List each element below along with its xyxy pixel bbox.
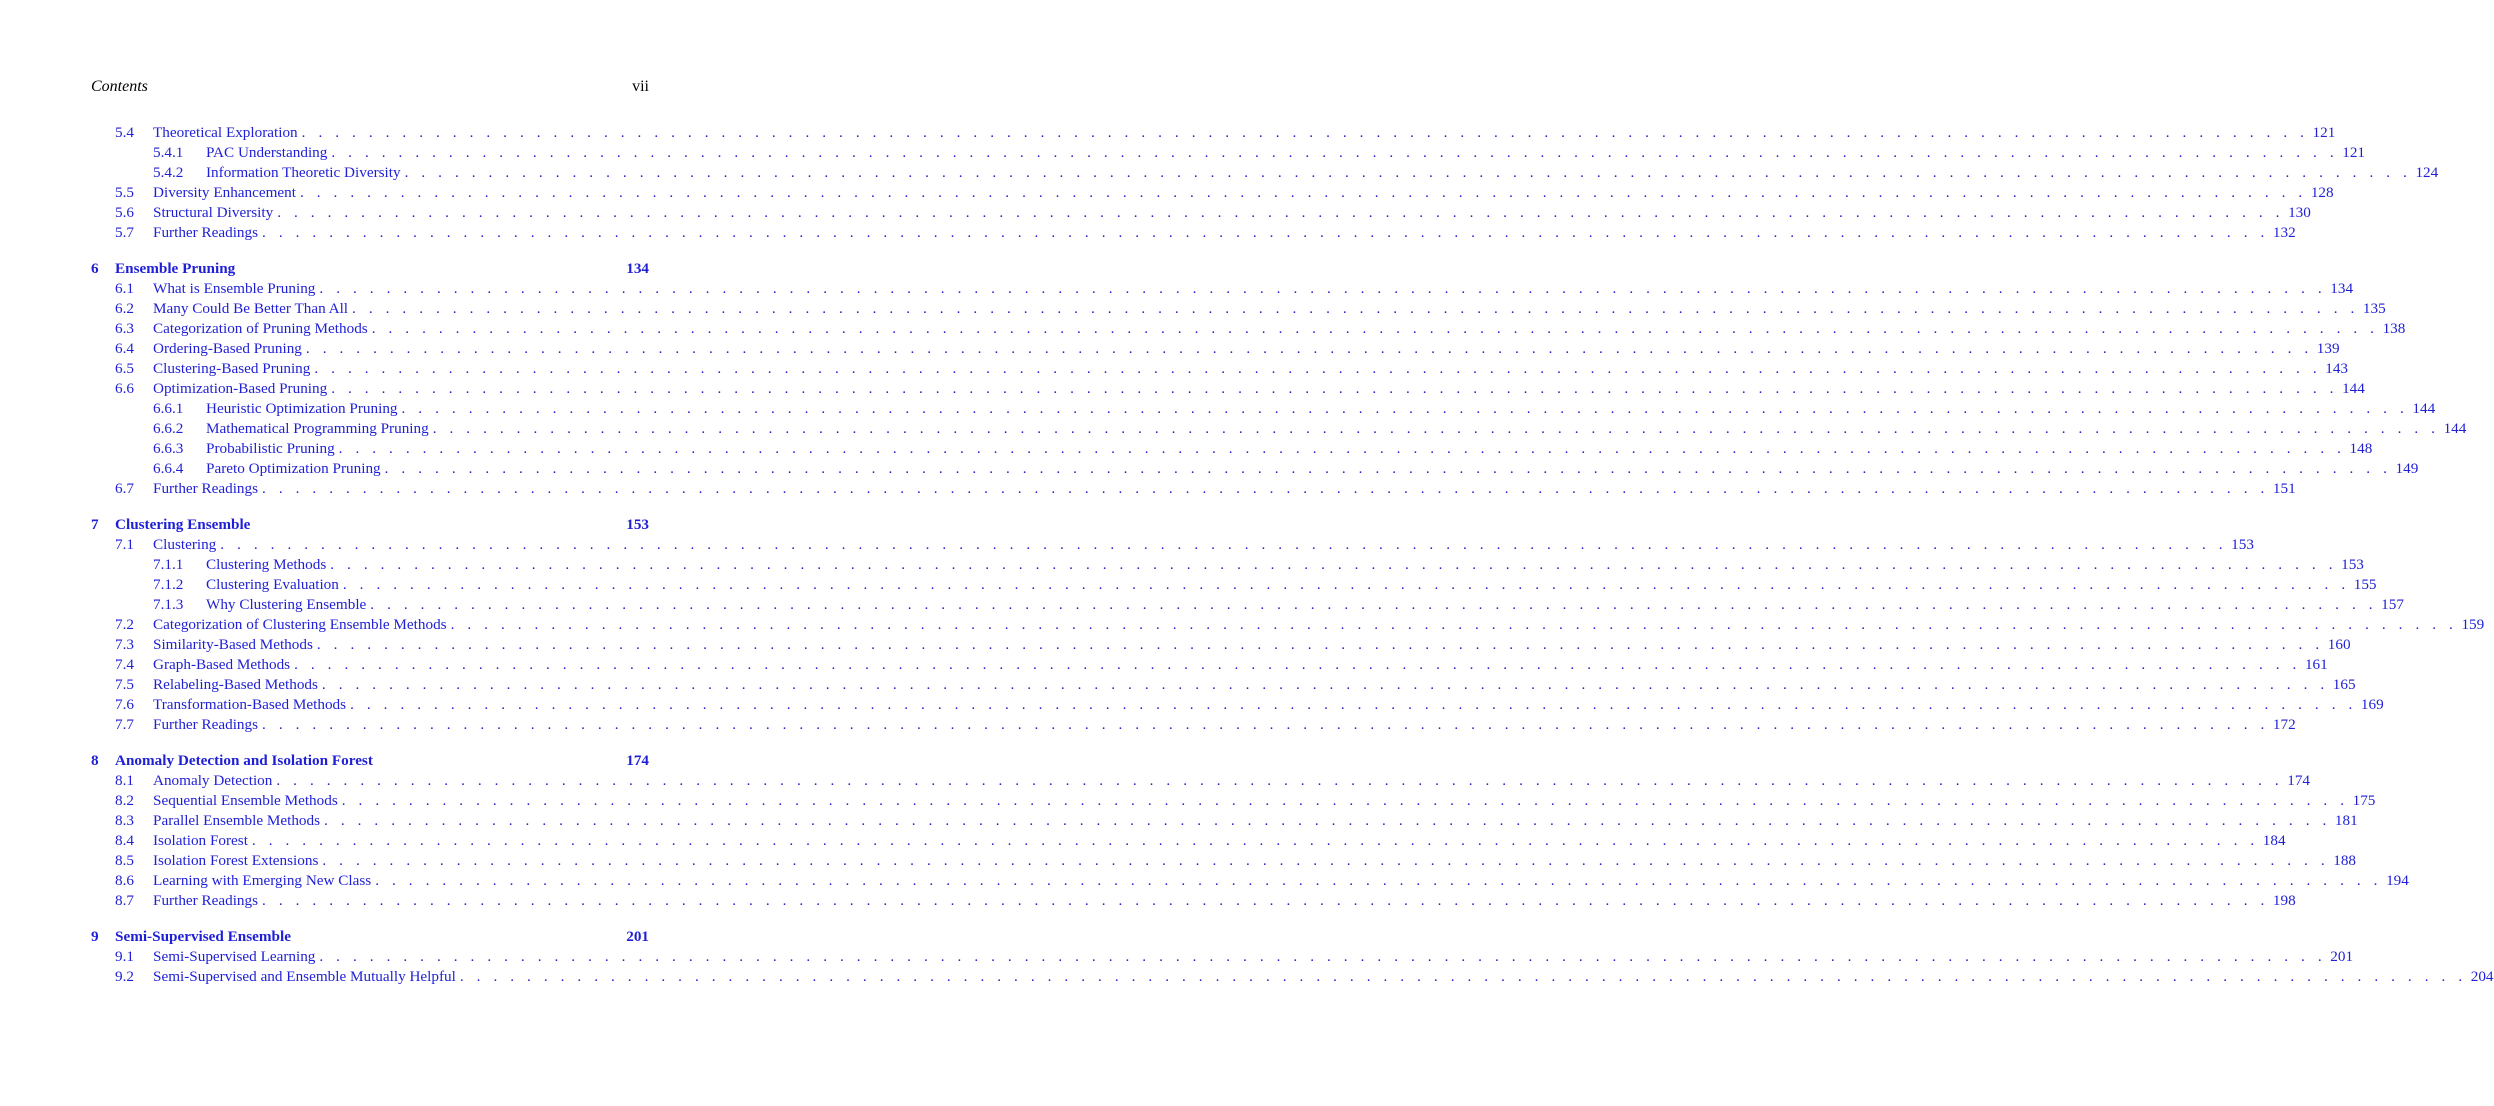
- toc-entry-title[interactable]: Theoretical Exploration: [153, 124, 298, 141]
- toc-dot-leader: . . . . . . . . . . . . . . . . . . . . . . . . . . . . . . . . . . . . . . . . . . . . . . . . . . . . . . . . . . . . . . . . . . . . . . . . . . . . . . . . . . . . . . . . . . . . . . . . . . . . . . . . . . . . . . . . . . . . . . . .: [341, 792, 2349, 809]
- toc-entry-number: 7.1.1: [153, 556, 184, 573]
- toc-entry-title[interactable]: Further Readings: [153, 480, 259, 497]
- toc-entry-title[interactable]: Probabilistic Pruning: [206, 440, 335, 457]
- toc-entry-body: [153, 831, 2286, 851]
- toc-subsection-entry[interactable]: [91, 143, 2366, 163]
- toc-entry-title[interactable]: Categorization of Clustering Ensemble Methods: [153, 616, 447, 633]
- toc-section-entry[interactable]: [91, 299, 2386, 319]
- toc-entry-body: [115, 927, 649, 947]
- toc-entry-number: 6.2: [115, 300, 134, 317]
- toc-dot-leader: . . . . . . . . . . . . . . . . . . . . . . . . . . . . . . . . . . . . . . . . . . . . . . . . . . . . . . . . . . . . . . . . . . . . . . . . . . . . . . . . . . . . . . . . . . . . . . . . . . . . . . . . . . . . . . . . . . . . . . . .: [314, 360, 2322, 377]
- toc-entry-body: [206, 575, 2377, 595]
- toc-entry-number: 8.2: [115, 792, 134, 809]
- toc-entry-body: [153, 379, 2365, 399]
- toc-entry-body: [153, 811, 2358, 831]
- toc-entry-title[interactable]: Further Readings: [153, 224, 259, 241]
- toc-entry-number: 6.3: [115, 320, 134, 337]
- toc-entry-page[interactable]: 144: [2342, 380, 2365, 397]
- toc-entry-body: [153, 871, 2409, 891]
- toc-entry-body: [206, 163, 2439, 183]
- toc-entry-page[interactable]: 134: [626, 260, 649, 277]
- toc-entry-body: [153, 299, 2386, 319]
- toc-section-entry[interactable]: [91, 223, 2296, 243]
- toc-entry-body: [153, 771, 2310, 791]
- toc-entry-number: 7.4: [115, 656, 134, 673]
- toc-entry-number: 5.6: [115, 204, 134, 221]
- toc-entry-title[interactable]: Graph-Based Methods: [153, 656, 291, 673]
- toc-entry-body: [153, 947, 2354, 967]
- toc-section-entry[interactable]: [91, 123, 2336, 143]
- toc-entry-number: 7.7: [115, 716, 134, 733]
- toc-entry-number: 9.1: [115, 948, 134, 965]
- toc-chapter-entry[interactable]: [91, 259, 649, 279]
- toc-dot-leader: . . . . . . . . . . . . . . . . . . . . . . . . . . . . . . . . . . . . . . . . . . . . . . . . . . . . . . . . . . . . . . . . . . . . . . . . . . . . . . . . . . . . . . . . . . . . . . . . . . . . . . . . . . . . . . . . . . . . . . . .: [432, 420, 2440, 437]
- toc-entry-number: 9.2: [115, 968, 134, 985]
- toc-entry-title[interactable]: Optimization-Based Pruning: [153, 380, 328, 397]
- toc-entry-page[interactable]: 175: [2352, 792, 2376, 809]
- toc-dot-leader: . . . . . . . . . . . . . . . . . . . . . . . . . . . . . . . . . . . . . . . . . . . . . . . . . . . . . . . . . . . . . . . . . . . . . . . . . . . . . . . . . . . . . . . . . . . . . . . . . . . . . . . . . . . . . . . . . . . . . . . .: [262, 480, 2269, 497]
- header-title: Contents: [91, 78, 148, 95]
- toc-section-entry[interactable]: [91, 891, 2296, 911]
- toc-section-entry[interactable]: [91, 695, 2384, 715]
- toc-dot-leader: . . . . . . . . . . . . . . . . . . . . . . . . . . . . . . . . . . . . . . . . . . . . . . . . . . . . . . . . . . . . . . . . . . . . . . . . . . . . . . . . . . . . . . . . . . . . . . . . . . . . . . . . . . . . . . . . . . . . . . . .: [321, 676, 2329, 693]
- toc-entry-number: 8.7: [115, 892, 134, 909]
- toc-dot-leader: . . . . . . . . . . . . . . . . . . . . . . . . . . . . . . . . . . . . . . . . . . . . . . . . . . . . . . . . . . . . . . . . . . . . . . . . . . . . . . . . . . . . . . . . . . . . . . . . . . . . . . . . . . . . . . . . . . . . . . . .: [294, 656, 2301, 673]
- toc-entry-page[interactable]: 198: [2272, 892, 2296, 909]
- toc-entry-body: [153, 339, 2340, 359]
- toc-dot-leader: . . . . . . . . . . . . . . . . . . . . . . . . . . . . . . . . . . . . . . . . . . . . . . . . . . . . . . . . . . . . . . . . . . . . . . . . . . . . . . . . . . . . . . . . . . . . . . . . . . . . . . . . . . . . . . . . . . . . . . . .: [262, 224, 2269, 241]
- toc-dot-leader: . . . . . . . . . . . . . . . . . . . . . . . . . . . . . . . . . . . . . . . . . . . . . . . . . . . . . . . . . . . . . . . . . . . . . . . . . . . . . . . . . . . . . . . . . . . . . . . . . . . . . . . . . . . . . . . . . . . . . . . .: [371, 320, 2379, 337]
- toc-entry-title[interactable]: Pareto Optimization Pruning: [206, 460, 381, 477]
- toc-entry-number: 8: [91, 752, 99, 769]
- toc-dot-leader: . . . . . . . . . . . . . . . . . . . . . . . . . . . . . . . . . . . . . . . . . . . . . . . . . . . . . . . . . . . . . . . . . . . . . . . . . . . . . . . . . . . . . . . . . . . . . . . . . . . . . . . . . . . . . . . . . . . . . . . .: [324, 812, 2331, 829]
- toc-entry-page[interactable]: 121: [2342, 144, 2366, 161]
- toc-entry-number: 6.6.4: [153, 460, 184, 477]
- toc-section-entry[interactable]: [91, 359, 2348, 379]
- toc-entry-number: 8.4: [115, 832, 134, 849]
- toc-entry-page[interactable]: 174: [2287, 772, 2310, 789]
- toc-entry-body: [153, 891, 2296, 911]
- toc-entry-page[interactable]: 121: [2312, 124, 2336, 141]
- toc-section-entry[interactable]: [91, 771, 2310, 791]
- toc-section-entry[interactable]: [91, 379, 2365, 399]
- toc-dot-leader: . . . . . . . . . . . . . . . . . . . . . . . . . . . . . . . . . . . . . . . . . . . . . . . . . . . . . . . . . . . . . . . . . . . . . . . . . . . . . . . . . . . . . . . . . . . . . . . . . . . . . . . . . . . . . . . . . . . . . . . .: [330, 556, 2338, 573]
- toc-dot-leader: . . . . . . . . . . . . . . . . . . . . . . . . . . . . . . . . . . . . . . . . . . . . . . . . . . . . . . . . . . . . . . . . . . . . . . . . . . . . . . . . . . . . . . . . . . . . . . . . . . . . . . . . . . . . . . . . . . . . . . . .: [299, 184, 2307, 201]
- toc-entry-number: 6.6.1: [153, 400, 184, 417]
- toc-entry-body: [206, 555, 2364, 575]
- toc-entry-number: 7.1.3: [153, 596, 184, 613]
- toc-entry-number: 5.7: [115, 224, 134, 241]
- toc-dot-leader: . . . . . . . . . . . . . . . . . . . . . . . . . . . . . . . . . . . . . . . . . . . . . . . . . . . . . . . . . . . . . . . . . . . . . . . . . . . . . . . . . . . . . . . . . . . . . . . . . . . . . . . . . . . . . . . . . . . . . . . .: [262, 716, 2269, 733]
- toc-entry-page[interactable]: 130: [2288, 204, 2311, 221]
- toc-entry-page[interactable]: 155: [2353, 576, 2377, 593]
- toc-entry-body: [206, 143, 2366, 163]
- toc-entry-title[interactable]: Ordering-Based Pruning: [153, 340, 302, 357]
- toc-section-entry[interactable]: [91, 791, 2376, 811]
- toc-entry-title[interactable]: Similarity-Based Methods: [153, 636, 313, 653]
- toc-entry-page[interactable]: 201: [626, 928, 649, 945]
- toc-entry-number: 5.4.2: [153, 164, 184, 181]
- toc-entry-title[interactable]: Why Clustering Ensemble: [206, 596, 367, 613]
- toc-entry-page[interactable]: 144: [2443, 420, 2467, 437]
- toc-dot-leader: . . . . . . . . . . . . . . . . . . . . . . . . . . . . . . . . . . . . . . . . . . . . . . . . . . . . . . . . . . . . . . . . . . . . . . . . . . . . . . . . . . . . . . . . . . . . . . . . . . . . . . . . . . . . . . . . . . . . . . . .: [322, 852, 2330, 869]
- toc-entry-number: 9: [91, 928, 99, 945]
- toc-section-entry[interactable]: [91, 851, 2357, 871]
- toc-entry-number: 8.1: [115, 772, 134, 789]
- toc-subsection-entry[interactable]: [91, 163, 2439, 183]
- toc-entry-number: 8.6: [115, 872, 134, 889]
- toc-dot-leader: . . . . . . . . . . . . . . . . . . . . . . . . . . . . . . . . . . . . . . . . . . . . . . . . . . . . . . . . . . . . . . . . . . . . . . . . . . . . . . . . . . . . . . . . . . . . . . . . . . . . . . . . . . . . . . . . . . . . . . . .: [375, 872, 2383, 889]
- toc-entry-title[interactable]: Many Could Be Better Than All: [153, 300, 349, 317]
- toc-section-entry[interactable]: [91, 535, 2254, 555]
- toc-entry-page[interactable]: 138: [2382, 320, 2406, 337]
- toc-entry-page[interactable]: 204: [2470, 968, 2494, 985]
- toc-entry-title[interactable]: Transformation-Based Methods: [153, 696, 347, 713]
- toc-dot-leader: . . . . . . . . . . . . . . . . . . . . . . . . . . . . . . . . . . . . . . . . . . . . . . . . . . . . . . . . . . . . . . . . . . . . . . . . . . . . . . . . . . . . . . . . . . . . . . . . . . . . . . . . . . . . . . . . . . . . . . . .: [220, 536, 2228, 553]
- toc-entry-body: [153, 123, 2336, 143]
- toc-dot-leader: . . . . . . . . . . . . . . . . . . . . . . . . . . . . . . . . . . . . . . . . . . . . . . . . . . . . . . . . . . . . . . . . . . . . . . . . . . . . . . . . . . . . . . . . . . . . . . . . . . . . . . . . . . . . . . . . . . . . . . . .: [316, 636, 2324, 653]
- toc-section-entry[interactable]: [91, 203, 2311, 223]
- running-header: [91, 76, 649, 98]
- toc-entry-body: [153, 635, 2351, 655]
- toc-entry-title[interactable]: Structural Diversity: [153, 204, 274, 221]
- toc-entry-page[interactable]: 174: [626, 752, 649, 769]
- toc-entry-page[interactable]: 128: [2310, 184, 2334, 201]
- toc-entry-page[interactable]: 194: [2386, 872, 2409, 889]
- toc-section-entry[interactable]: [91, 183, 2334, 203]
- toc-subsection-entry[interactable]: [91, 595, 2404, 615]
- toc-entry-number: 7.1.2: [153, 576, 184, 593]
- toc-entry-title[interactable]: Clustering Ensemble: [115, 516, 251, 533]
- toc-entry-body: [153, 203, 2311, 223]
- toc-entry-page[interactable]: 172: [2272, 716, 2296, 733]
- toc-entry-title[interactable]: Isolation Forest: [153, 832, 248, 849]
- toc-entry-page[interactable]: 161: [2304, 656, 2328, 673]
- toc-section-entry[interactable]: [91, 871, 2409, 891]
- toc-entry-body: [115, 515, 649, 535]
- toc-entry-page[interactable]: 135: [2362, 300, 2386, 317]
- toc-entry-page[interactable]: 159: [2461, 616, 2485, 633]
- toc-entry-number: 6.5: [115, 360, 134, 377]
- toc-section-entry[interactable]: [91, 279, 2354, 299]
- table-of-contents: [91, 123, 2494, 987]
- toc-entry-page[interactable]: 153: [2341, 556, 2364, 573]
- toc-subsection-entry[interactable]: [91, 399, 2436, 419]
- toc-dot-leader: . . . . . . . . . . . . . . . . . . . . . . . . . . . . . . . . . . . . . . . . . . . . . . . . . . . . . . . . . . . . . . . . . . . . . . . . . . . . . . . . . . . . . . . . . . . . . . . . . . . . . . . . . . . . . . . . . . . . . . . .: [319, 948, 2327, 965]
- toc-entry-body: [153, 675, 2356, 695]
- toc-dot-leader: . . . . . . . . . . . . . . . . . . . . . . . . . . . . . . . . . . . . . . . . . . . . . . . . . . . . . . . . . . . . . . . . . . . . . . . . . . . . . . . . . . . . . . . . . . . . . . . . . . . . . . . . . . . . . . . . . . . . . . . .: [331, 380, 2339, 397]
- toc-entry-number: 6.6: [115, 380, 134, 397]
- toc-subsection-entry[interactable]: [91, 439, 2373, 459]
- toc-section-entry[interactable]: [91, 479, 2296, 499]
- toc-entry-body: [153, 851, 2357, 871]
- toc-entry-body: [153, 479, 2296, 499]
- toc-entry-title[interactable]: Isolation Forest Extensions: [153, 852, 319, 869]
- toc-entry-page[interactable]: 160: [2327, 636, 2351, 653]
- toc-entry-page[interactable]: 153: [2231, 536, 2254, 553]
- toc-entry-body: [153, 791, 2376, 811]
- toc-entry-title[interactable]: Clustering Evaluation: [206, 576, 339, 593]
- toc-dot-leader: . . . . . . . . . . . . . . . . . . . . . . . . . . . . . . . . . . . . . . . . . . . . . . . . . . . . . . . . . . . . . . . . . . . . . . . . . . . . . . . . . . . . . . . . . . . . . . . . . . . . . . . . . . . . . . . . . . . . . . . .: [277, 204, 2285, 221]
- toc-dot-leader: . . . . . . . . . . . . . . . . . . . . . . . . . . . . . . . . . . . . . . . . . . . . . . . . . . . . . . . . . . . . . . . . . . . . . . . . . . . . . . . . . . . . . . . . . . . . . . . . . . . . . . . . . . . . . . . . . . . . . . . .: [262, 892, 2269, 909]
- toc-entry-page[interactable]: 132: [2272, 224, 2296, 241]
- toc-entry-number: 7.1: [115, 536, 134, 553]
- toc-chapter-entry[interactable]: [91, 751, 649, 771]
- toc-entry-page[interactable]: 157: [2381, 596, 2404, 613]
- toc-entry-body: [115, 259, 649, 279]
- toc-entry-body: [153, 223, 2296, 243]
- toc-entry-body: [153, 655, 2328, 675]
- toc-entry-title[interactable]: Clustering Methods: [206, 556, 327, 573]
- toc-entry-body: [153, 535, 2254, 555]
- toc-entry-page[interactable]: 149: [2395, 460, 2419, 477]
- toc-dot-leader: . . . . . . . . . . . . . . . . . . . . . . . . . . . . . . . . . . . . . . . . . . . . . . . . . . . . . . . . . . . . . . . . . . . . . . . . . . . . . . . . . . . . . . . . . . . . . . . . . . . . . . . . . . . . . . . . . . . . . . . .: [251, 832, 2259, 849]
- toc-dot-leader: . . . . . . . . . . . . . . . . . . . . . . . . . . . . . . . . . . . . . . . . . . . . . . . . . . . . . . . . . . . . . . . . . . . . . . . . . . . . . . . . . . . . . . . . . . . . . . . . . . . . . . . . . . . . . . . . . . . . . . . .: [342, 576, 2350, 593]
- toc-entry-title[interactable]: Ensemble Pruning: [115, 260, 236, 277]
- toc-entry-page[interactable]: 201: [2330, 948, 2354, 965]
- toc-dot-leader: . . . . . . . . . . . . . . . . . . . . . . . . . . . . . . . . . . . . . . . . . . . . . . . . . . . . . . . . . . . . . . . . . . . . . . . . . . . . . . . . . . . . . . . . . . . . . . . . . . . . . . . . . . . . . . . . . . . . . . . .: [401, 400, 2409, 417]
- toc-dot-leader: . . . . . . . . . . . . . . . . . . . . . . . . . . . . . . . . . . . . . . . . . . . . . . . . . . . . . . . . . . . . . . . . . . . . . . . . . . . . . . . . . . . . . . . . . . . . . . . . . . . . . . . . . . . . . . . . . . . . . . . .: [459, 968, 2467, 985]
- toc-entry-number: 6.1: [115, 280, 134, 297]
- toc-dot-leader: . . . . . . . . . . . . . . . . . . . . . . . . . . . . . . . . . . . . . . . . . . . . . . . . . . . . . . . . . . . . . . . . . . . . . . . . . . . . . . . . . . . . . . . . . . . . . . . . . . . . . . . . . . . . . . . . . . . . . . . .: [404, 164, 2412, 181]
- toc-entry-body: [206, 459, 2419, 479]
- toc-entry-title[interactable]: Heuristic Optimization Pruning: [206, 400, 398, 417]
- toc-section-entry[interactable]: [91, 339, 2340, 359]
- toc-entry-number: 7.6: [115, 696, 134, 713]
- toc-chapter-entry[interactable]: [91, 515, 649, 535]
- toc-entry-page[interactable]: 184: [2262, 832, 2286, 849]
- toc-entry-body: [153, 279, 2354, 299]
- toc-entry-number: 7.2: [115, 616, 134, 633]
- header-page-number: vii: [632, 78, 649, 95]
- toc-section-entry[interactable]: [91, 967, 2494, 987]
- toc-entry-number: 8.3: [115, 812, 134, 829]
- toc-entry-title[interactable]: Further Readings: [153, 716, 259, 733]
- toc-entry-title[interactable]: What is Ensemble Pruning: [153, 280, 316, 297]
- toc-entry-title[interactable]: Semi-Supervised Ensemble: [115, 928, 291, 945]
- toc-entry-number: 7.3: [115, 636, 134, 653]
- toc-entry-body: [153, 359, 2348, 379]
- toc-section-entry[interactable]: [91, 615, 2485, 635]
- toc-dot-leader: . . . . . . . . . . . . . . . . . . . . . . . . . . . . . . . . . . . . . . . . . . . . . . . . . . . . . . . . . . . . . . . . . . . . . . . . . . . . . . . . . . . . . . . . . . . . . . . . . . . . . . . . . . . . . . . . . . . . . . . .: [331, 144, 2339, 161]
- toc-entry-body: [115, 751, 649, 771]
- toc-entry-title[interactable]: PAC Understanding: [206, 144, 328, 161]
- toc-entry-page[interactable]: 139: [2316, 340, 2340, 357]
- toc-entry-number: 5.4.1: [153, 144, 184, 161]
- toc-entry-title[interactable]: Relabeling-Based Methods: [153, 676, 318, 693]
- toc-subsection-entry[interactable]: [91, 419, 2467, 439]
- toc-dot-leader: . . . . . . . . . . . . . . . . . . . . . . . . . . . . . . . . . . . . . . . . . . . . . . . . . . . . . . . . . . . . . . . . . . . . . . . . . . . . . . . . . . . . . . . . . . . . . . . . . . . . . . . . . . . . . . . . . . . . . . . .: [350, 696, 2357, 713]
- toc-entry-page[interactable]: 148: [2349, 440, 2373, 457]
- toc-entry-number: 7: [91, 516, 99, 533]
- toc-subsection-entry[interactable]: [91, 575, 2377, 595]
- toc-dot-leader: . . . . . . . . . . . . . . . . . . . . . . . . . . . . . . . . . . . . . . . . . . . . . . . . . . . . . . . . . . . . . . . . . . . . . . . . . . . . . . . . . . . . . . . . . . . . . . . . . . . . . . . . . . . . . . . . . . . . . . . .: [370, 596, 2378, 613]
- toc-entry-body: [153, 615, 2485, 635]
- toc-entry-title[interactable]: Information Theoretic Diversity: [206, 164, 401, 181]
- toc-entry-page[interactable]: 143: [2325, 360, 2348, 377]
- toc-entry-title[interactable]: Further Readings: [153, 892, 259, 909]
- toc-entry-page[interactable]: 169: [2360, 696, 2384, 713]
- toc-entry-body: [206, 399, 2436, 419]
- toc-entry-title[interactable]: Clustering-Based Pruning: [153, 360, 311, 377]
- toc-entry-page[interactable]: 181: [2334, 812, 2358, 829]
- toc-section-entry[interactable]: [91, 675, 2356, 695]
- toc-dot-leader: . . . . . . . . . . . . . . . . . . . . . . . . . . . . . . . . . . . . . . . . . . . . . . . . . . . . . . . . . . . . . . . . . . . . . . . . . . . . . . . . . . . . . . . . . . . . . . . . . . . . . . . . . . . . . . . . . . . . . . . .: [319, 280, 2327, 297]
- toc-section-entry[interactable]: [91, 831, 2286, 851]
- toc-section-entry[interactable]: [91, 811, 2358, 831]
- toc-entry-title[interactable]: Categorization of Pruning Methods: [153, 320, 368, 337]
- toc-entry-number: 6.7: [115, 480, 134, 497]
- toc-entry-page[interactable]: 134: [2330, 280, 2354, 297]
- toc-entry-body: [153, 715, 2296, 735]
- toc-dot-leader: . . . . . . . . . . . . . . . . . . . . . . . . . . . . . . . . . . . . . . . . . . . . . . . . . . . . . . . . . . . . . . . . . . . . . . . . . . . . . . . . . . . . . . . . . . . . . . . . . . . . . . . . . . . . . . . . . . . . . . . .: [305, 340, 2313, 357]
- toc-entry-page[interactable]: 144: [2412, 400, 2436, 417]
- toc-dot-leader: . . . . . . . . . . . . . . . . . . . . . . . . . . . . . . . . . . . . . . . . . . . . . . . . . . . . . . . . . . . . . . . . . . . . . . . . . . . . . . . . . . . . . . . . . . . . . . . . . . . . . . . . . . . . . . . . . . . . . . . .: [450, 616, 2458, 633]
- toc-section-entry[interactable]: [91, 655, 2328, 675]
- toc-entry-page[interactable]: 124: [2415, 164, 2439, 181]
- toc-entry-body: [153, 967, 2494, 987]
- toc-entry-page[interactable]: 188: [2333, 852, 2357, 869]
- toc-section-entry[interactable]: [91, 319, 2406, 339]
- toc-entry-page[interactable]: 165: [2332, 676, 2356, 693]
- toc-entry-number: 8.5: [115, 852, 134, 869]
- toc-entry-body: [153, 695, 2384, 715]
- toc-dot-leader: . . . . . . . . . . . . . . . . . . . . . . . . . . . . . . . . . . . . . . . . . . . . . . . . . . . . . . . . . . . . . . . . . . . . . . . . . . . . . . . . . . . . . . . . . . . . . . . . . . . . . . . . . . . . . . . . . . . . . . . .: [276, 772, 2284, 789]
- toc-entry-title[interactable]: Semi-Supervised Learning: [153, 948, 316, 965]
- toc-dot-leader: . . . . . . . . . . . . . . . . . . . . . . . . . . . . . . . . . . . . . . . . . . . . . . . . . . . . . . . . . . . . . . . . . . . . . . . . . . . . . . . . . . . . . . . . . . . . . . . . . . . . . . . . . . . . . . . . . . . . . . . .: [301, 124, 2309, 141]
- toc-entry-body: [153, 319, 2406, 339]
- toc-entry-title[interactable]: Learning with Emerging New Class: [153, 872, 372, 889]
- toc-dot-leader: . . . . . . . . . . . . . . . . . . . . . . . . . . . . . . . . . . . . . . . . . . . . . . . . . . . . . . . . . . . . . . . . . . . . . . . . . . . . . . . . . . . . . . . . . . . . . . . . . . . . . . . . . . . . . . . . . . . . . . . .: [338, 440, 2346, 457]
- toc-entry-page[interactable]: 151: [2272, 480, 2296, 497]
- toc-entry-number: 6.6.3: [153, 440, 184, 457]
- toc-entry-number: 7.5: [115, 676, 134, 693]
- toc-entry-title[interactable]: Semi-Supervised and Ensemble Mutually Helpful: [153, 968, 456, 985]
- toc-entry-page[interactable]: 153: [626, 516, 649, 533]
- toc-entry-body: [206, 595, 2404, 615]
- toc-entry-title[interactable]: Mathematical Programming Pruning: [206, 420, 429, 437]
- toc-chapter-entry[interactable]: [91, 927, 649, 947]
- toc-section-entry[interactable]: [91, 635, 2351, 655]
- toc-entry-title[interactable]: Anomaly Detection: [153, 772, 273, 789]
- toc-entry-number: 6.4: [115, 340, 134, 357]
- toc-entry-body: [153, 183, 2334, 203]
- toc-entry-title[interactable]: Parallel Ensemble Methods: [153, 812, 321, 829]
- toc-entry-title[interactable]: Diversity Enhancement: [153, 184, 296, 201]
- toc-section-entry[interactable]: [91, 947, 2354, 967]
- toc-entry-body: [206, 439, 2373, 459]
- toc-entry-title[interactable]: Clustering: [153, 536, 217, 553]
- toc-entry-number: 6: [91, 260, 99, 277]
- toc-entry-body: [206, 419, 2467, 439]
- toc-entry-number: 5.4: [115, 124, 134, 141]
- toc-dot-leader: . . . . . . . . . . . . . . . . . . . . . . . . . . . . . . . . . . . . . . . . . . . . . . . . . . . . . . . . . . . . . . . . . . . . . . . . . . . . . . . . . . . . . . . . . . . . . . . . . . . . . . . . . . . . . . . . . . . . . . . .: [352, 300, 2359, 317]
- toc-subsection-entry[interactable]: [91, 555, 2364, 575]
- toc-subsection-entry[interactable]: [91, 459, 2419, 479]
- toc-entry-title[interactable]: Sequential Ensemble Methods: [153, 792, 338, 809]
- toc-entry-title[interactable]: Anomaly Detection and Isolation Forest: [115, 752, 373, 769]
- toc-entry-number: 5.5: [115, 184, 134, 201]
- toc-entry-number: 6.6.2: [153, 420, 184, 437]
- toc-dot-leader: . . . . . . . . . . . . . . . . . . . . . . . . . . . . . . . . . . . . . . . . . . . . . . . . . . . . . . . . . . . . . . . . . . . . . . . . . . . . . . . . . . . . . . . . . . . . . . . . . . . . . . . . . . . . . . . . . . . . . . . .: [384, 460, 2392, 477]
- toc-section-entry[interactable]: [91, 715, 2296, 735]
